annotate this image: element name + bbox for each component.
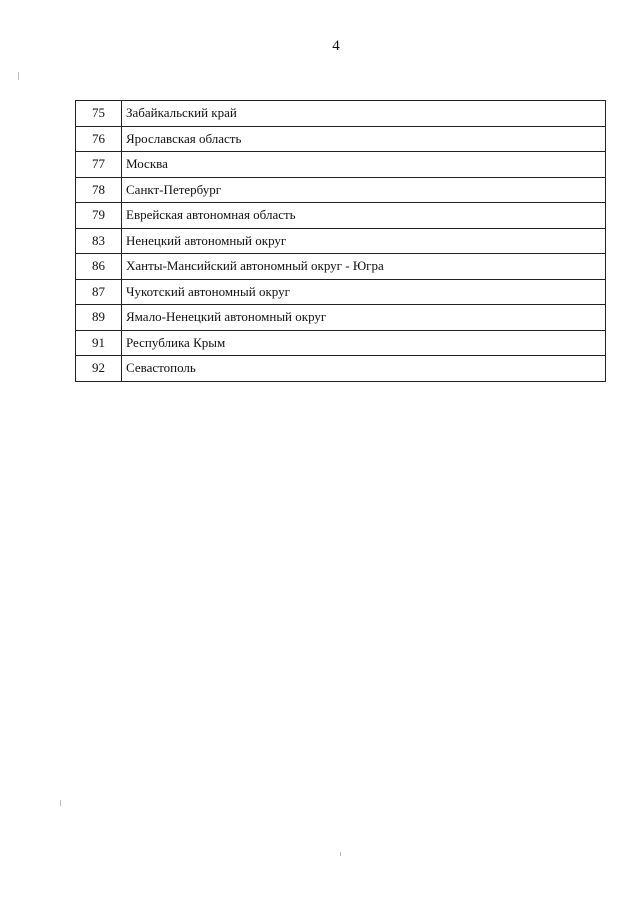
table-row (76, 330, 606, 356)
region-code: 91 (76, 330, 122, 356)
region-name: Ярославская область (122, 126, 606, 152)
region-code: 83 (76, 228, 122, 254)
table-row (76, 101, 606, 127)
table-row (76, 177, 606, 203)
region-name: Еврейская автономная область (122, 203, 606, 229)
table-row (76, 126, 606, 152)
table-row (76, 279, 606, 305)
scan-speck (18, 72, 19, 80)
region-name: Ненецкий автономный округ (122, 228, 606, 254)
region-code: 86 (76, 254, 122, 280)
region-code: 77 (76, 152, 122, 178)
region-name: Ямало-Ненецкий автономный округ (122, 305, 606, 331)
region-code: 87 (76, 279, 122, 305)
region-code: 78 (76, 177, 122, 203)
region-name: Чукотский автономный округ (122, 279, 606, 305)
region-code: 76 (76, 126, 122, 152)
scan-speck (60, 800, 61, 806)
region-name: Москва (122, 152, 606, 178)
region-name: Севастополь (122, 356, 606, 382)
region-name: Республика Крым (122, 330, 606, 356)
region-code: 89 (76, 305, 122, 331)
region-code: 75 (76, 101, 122, 127)
regions-table (75, 100, 606, 382)
scan-speck (340, 852, 341, 856)
page-number: 4 (332, 38, 340, 54)
table-row (76, 254, 606, 280)
region-code: 79 (76, 203, 122, 229)
regions-table-body (76, 101, 606, 382)
table-row (76, 152, 606, 178)
region-name: Забайкальский край (122, 101, 606, 127)
region-name: Санкт-Петербург (122, 177, 606, 203)
region-name: Ханты-Мансийский автономный округ - Югра (122, 254, 606, 280)
table-row (76, 203, 606, 229)
table-row (76, 305, 606, 331)
table-row (76, 228, 606, 254)
region-code: 92 (76, 356, 122, 382)
table-row (76, 356, 606, 382)
